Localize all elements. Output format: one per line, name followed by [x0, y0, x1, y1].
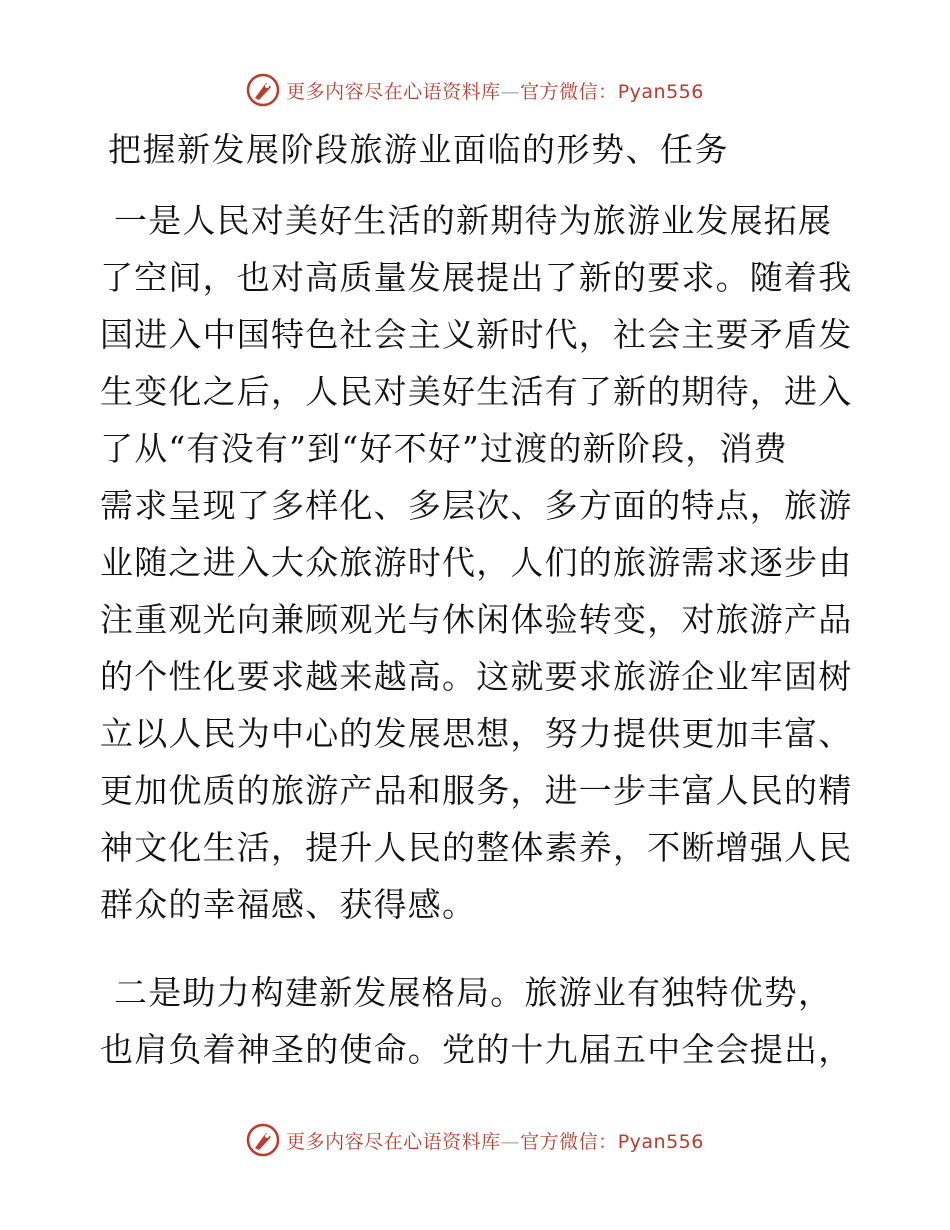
paragraph-line: 需求呈现了多样化、多层次、多方面的特点，旅游: [100, 486, 853, 525]
paragraph-line: 神文化生活，提升人民的整体素养，不断增强人民: [100, 828, 853, 867]
watermark-wechat-label: 官方微信：: [520, 80, 618, 103]
paragraph-line: 也肩负着神圣的使命。党的十九届五中全会提出，: [100, 1030, 853, 1069]
paragraph-line: 一是人民对美好生活的新期待为旅游业发展拓展: [114, 201, 833, 240]
paragraph-line: 了从“有没有”到“好不好”过渡的新阶段，消费: [100, 429, 788, 468]
document-title: 把握新发展阶段旅游业面临的形势、任务: [108, 130, 729, 169]
paragraph-line: 更加优质的旅游产品和服务，进一步丰富人民的精: [100, 771, 853, 810]
watermark-text: [286, 77, 704, 104]
header-watermark: [0, 72, 950, 108]
footer-watermark: [0, 1122, 950, 1158]
pen-nib-logo-icon: [246, 1123, 280, 1157]
paragraph-line: 的个性化要求越来越高。这就要求旅游企业牢固树: [100, 657, 853, 696]
watermark-brand: 更多内容尽在心语资料库: [286, 80, 501, 103]
watermark-separator: —: [500, 1130, 521, 1153]
paragraph-2: [100, 964, 853, 1078]
watermark-text: [286, 1127, 704, 1154]
pen-nib-logo-icon: [246, 73, 280, 107]
watermark-wechat-id: Pyan556: [617, 1130, 704, 1153]
paragraph-line: 立以人民为中心的发展思想，努力提供更加丰富、: [100, 714, 853, 753]
paragraph-line: 群众的幸福感、获得感。: [100, 885, 477, 924]
paragraph-line: 国进入中国特色社会主义新时代，社会主要矛盾发: [100, 315, 853, 354]
watermark-wechat-label: 官方微信：: [520, 1130, 618, 1153]
paragraph-1: [100, 192, 853, 933]
paragraph-line: 生变化之后，人民对美好生活有了新的期待，进入: [100, 372, 853, 411]
paragraph-line: 业随之进入大众旅游时代，人们的旅游需求逐步由: [100, 543, 853, 582]
paragraph-line: 了空间，也对高质量发展提出了新的要求。随着我: [100, 258, 853, 297]
paragraph-line: 注重观光向兼顾观光与休闲体验转变，对旅游产品: [100, 600, 853, 639]
watermark-brand: 更多内容尽在心语资料库: [286, 1130, 501, 1153]
watermark-separator: —: [500, 80, 521, 103]
watermark-wechat-id: Pyan556: [617, 80, 704, 103]
paragraph-line: 二是助力构建新发展格局。旅游业有独特优势，: [114, 973, 833, 1012]
